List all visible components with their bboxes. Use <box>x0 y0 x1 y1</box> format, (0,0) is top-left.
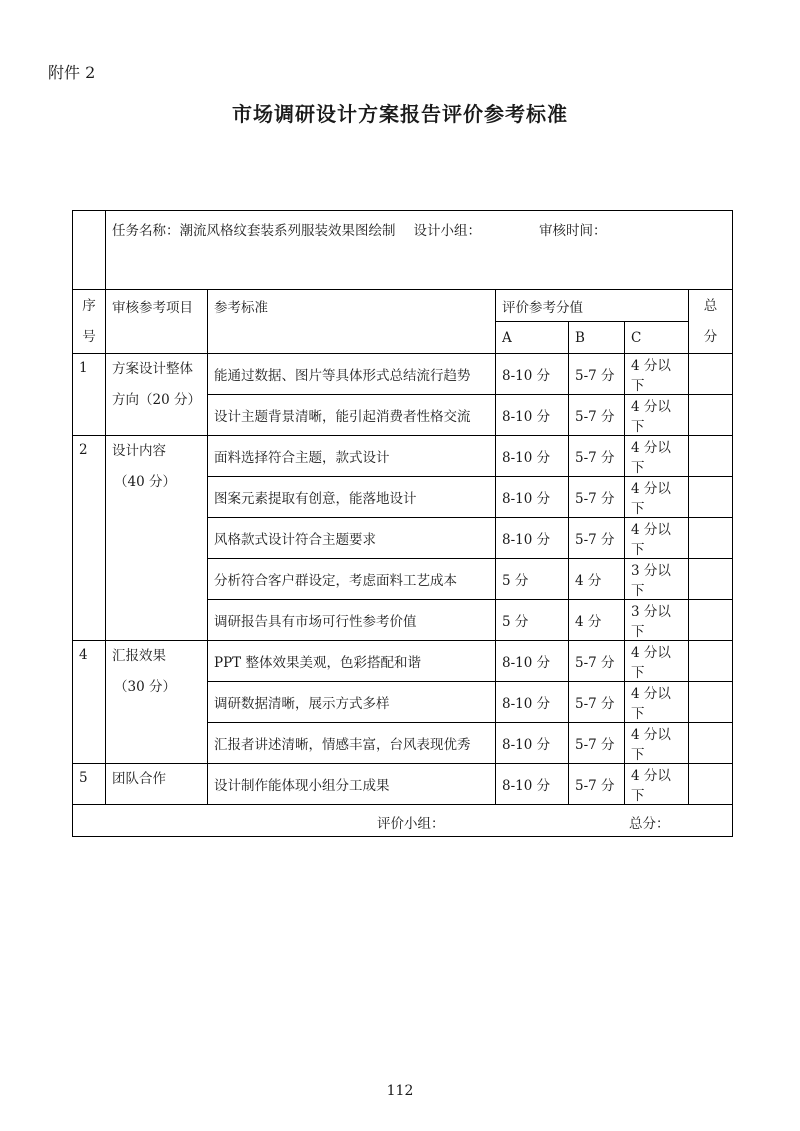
item-cell <box>106 641 208 764</box>
score-header: 评价参考分值 <box>496 290 689 322</box>
grade-a-cell: 8-10 分 <box>496 682 569 723</box>
page-title: 市场调研设计方案报告评价参考标准 <box>232 102 568 126</box>
item-line: 汇报效果 <box>112 648 166 664</box>
seq-cell: 5 <box>73 764 106 805</box>
grade-b-cell: 5-7 分 <box>569 477 625 518</box>
grade-b-cell: 4 分 <box>569 559 625 600</box>
total-cell <box>689 600 733 641</box>
total-score-label: 总分： <box>629 816 670 832</box>
grade-c-cell: 4 分以下 <box>625 436 689 477</box>
grade-a-cell: 8-10 分 <box>496 764 569 805</box>
grade-a-cell: 5 分 <box>496 600 569 641</box>
standard-cell: 调研报告具有市场可行性参考价值 <box>208 600 496 641</box>
standard-cell: 面料选择符合主题，款式设计 <box>208 436 496 477</box>
table-row <box>73 764 733 805</box>
total-header: 总 分 <box>689 290 733 354</box>
review-time-label: 审核时间： <box>539 223 607 239</box>
total-cell <box>689 436 733 477</box>
total-cell <box>689 764 733 805</box>
footer-row <box>73 805 733 837</box>
item-cell <box>106 764 208 805</box>
standard-cell: PPT 整体效果美观，色彩搭配和谐 <box>208 641 496 682</box>
grade-c-cell: 3 分以下 <box>625 559 689 600</box>
total-cell <box>689 723 733 764</box>
grade-c-cell: 4 分以下 <box>625 518 689 559</box>
seq-header: 序 号 <box>73 290 106 354</box>
total-cell <box>689 682 733 723</box>
grade-b-cell: 5-7 分 <box>569 723 625 764</box>
table-row <box>73 436 733 477</box>
standard-cell: 风格款式设计符合主题要求 <box>208 518 496 559</box>
item-header: 审核参考项目 <box>106 290 208 354</box>
table-row <box>73 354 733 395</box>
grade-b-cell: 5-7 分 <box>569 436 625 477</box>
grade-b-cell: 5-7 分 <box>569 764 625 805</box>
grade-b-cell: 5-7 分 <box>569 641 625 682</box>
grade-a-cell: 8-10 分 <box>496 641 569 682</box>
design-group-label: 设计小组： <box>413 223 481 239</box>
annex-label: 附件 2 <box>48 63 96 82</box>
header-row <box>73 290 733 322</box>
standard-cell: 汇报者讲述清晰，情感丰富，台风表现优秀 <box>208 723 496 764</box>
standard-cell: 调研数据清晰，展示方式多样 <box>208 682 496 723</box>
table-row <box>73 641 733 682</box>
total-cell <box>689 641 733 682</box>
grade-c-cell: 4 分以下 <box>625 764 689 805</box>
item-line: （30 分） <box>114 679 176 695</box>
grade-a-cell: 5 分 <box>496 559 569 600</box>
grade-c-cell: 4 分以下 <box>625 477 689 518</box>
page-number: 112 <box>386 1083 414 1099</box>
grade-c-cell: 4 分以下 <box>625 354 689 395</box>
grade-a-cell: 8-10 分 <box>496 477 569 518</box>
evaluation-group-label: 评价小组： <box>377 816 445 832</box>
grade-a-header: A <box>496 322 569 354</box>
task-row <box>73 211 733 290</box>
standard-header: 参考标准 <box>208 290 496 354</box>
standard-cell: 设计制作能体现小组分工成果 <box>208 764 496 805</box>
grade-b-cell: 4 分 <box>569 600 625 641</box>
grade-a-cell: 8-10 分 <box>496 518 569 559</box>
grade-b-cell: 5-7 分 <box>569 518 625 559</box>
item-line: 团队合作 <box>112 771 166 787</box>
item-line: 方向（20 分） <box>112 392 201 408</box>
grade-a-cell: 8-10 分 <box>496 395 569 436</box>
total-cell <box>689 395 733 436</box>
grade-b-cell: 5-7 分 <box>569 682 625 723</box>
seq-cell: 1 <box>73 354 106 436</box>
grade-c-cell: 4 分以下 <box>625 395 689 436</box>
grade-c-cell: 4 分以下 <box>625 682 689 723</box>
seq-cell: 2 <box>73 436 106 641</box>
task-name: 任务名称：潮流风格纹套装系列服装效果图绘制 <box>112 223 396 239</box>
grade-b-cell: 5-7 分 <box>569 354 625 395</box>
task-info-cell <box>106 211 733 290</box>
footer-cell <box>73 805 733 837</box>
item-cell <box>106 436 208 641</box>
grade-c-header: C <box>625 322 689 354</box>
grade-b-header: B <box>569 322 625 354</box>
grade-c-cell: 4 分以下 <box>625 641 689 682</box>
standard-cell: 设计主题背景清晰，能引起消费者性格交流 <box>208 395 496 436</box>
standard-cell: 能通过数据、图片等具体形式总结流行趋势 <box>208 354 496 395</box>
item-line: （40 分） <box>114 474 176 490</box>
grade-b-cell: 5-7 分 <box>569 395 625 436</box>
total-cell <box>689 477 733 518</box>
item-line: 方案设计整体 <box>112 361 193 377</box>
evaluation-table <box>72 210 733 837</box>
total-cell <box>689 559 733 600</box>
grade-a-cell: 8-10 分 <box>496 723 569 764</box>
standard-cell: 分析符合客户群设定，考虑面料工艺成本 <box>208 559 496 600</box>
grade-a-cell: 8-10 分 <box>496 436 569 477</box>
item-line: 设计内容 <box>112 443 166 459</box>
total-cell <box>689 518 733 559</box>
grade-a-cell: 8-10 分 <box>496 354 569 395</box>
standard-cell: 图案元素提取有创意，能落地设计 <box>208 477 496 518</box>
item-cell <box>106 354 208 436</box>
grade-c-cell: 3 分以下 <box>625 600 689 641</box>
total-cell <box>689 354 733 395</box>
seq-cell: 4 <box>73 641 106 764</box>
grade-c-cell: 4 分以下 <box>625 723 689 764</box>
